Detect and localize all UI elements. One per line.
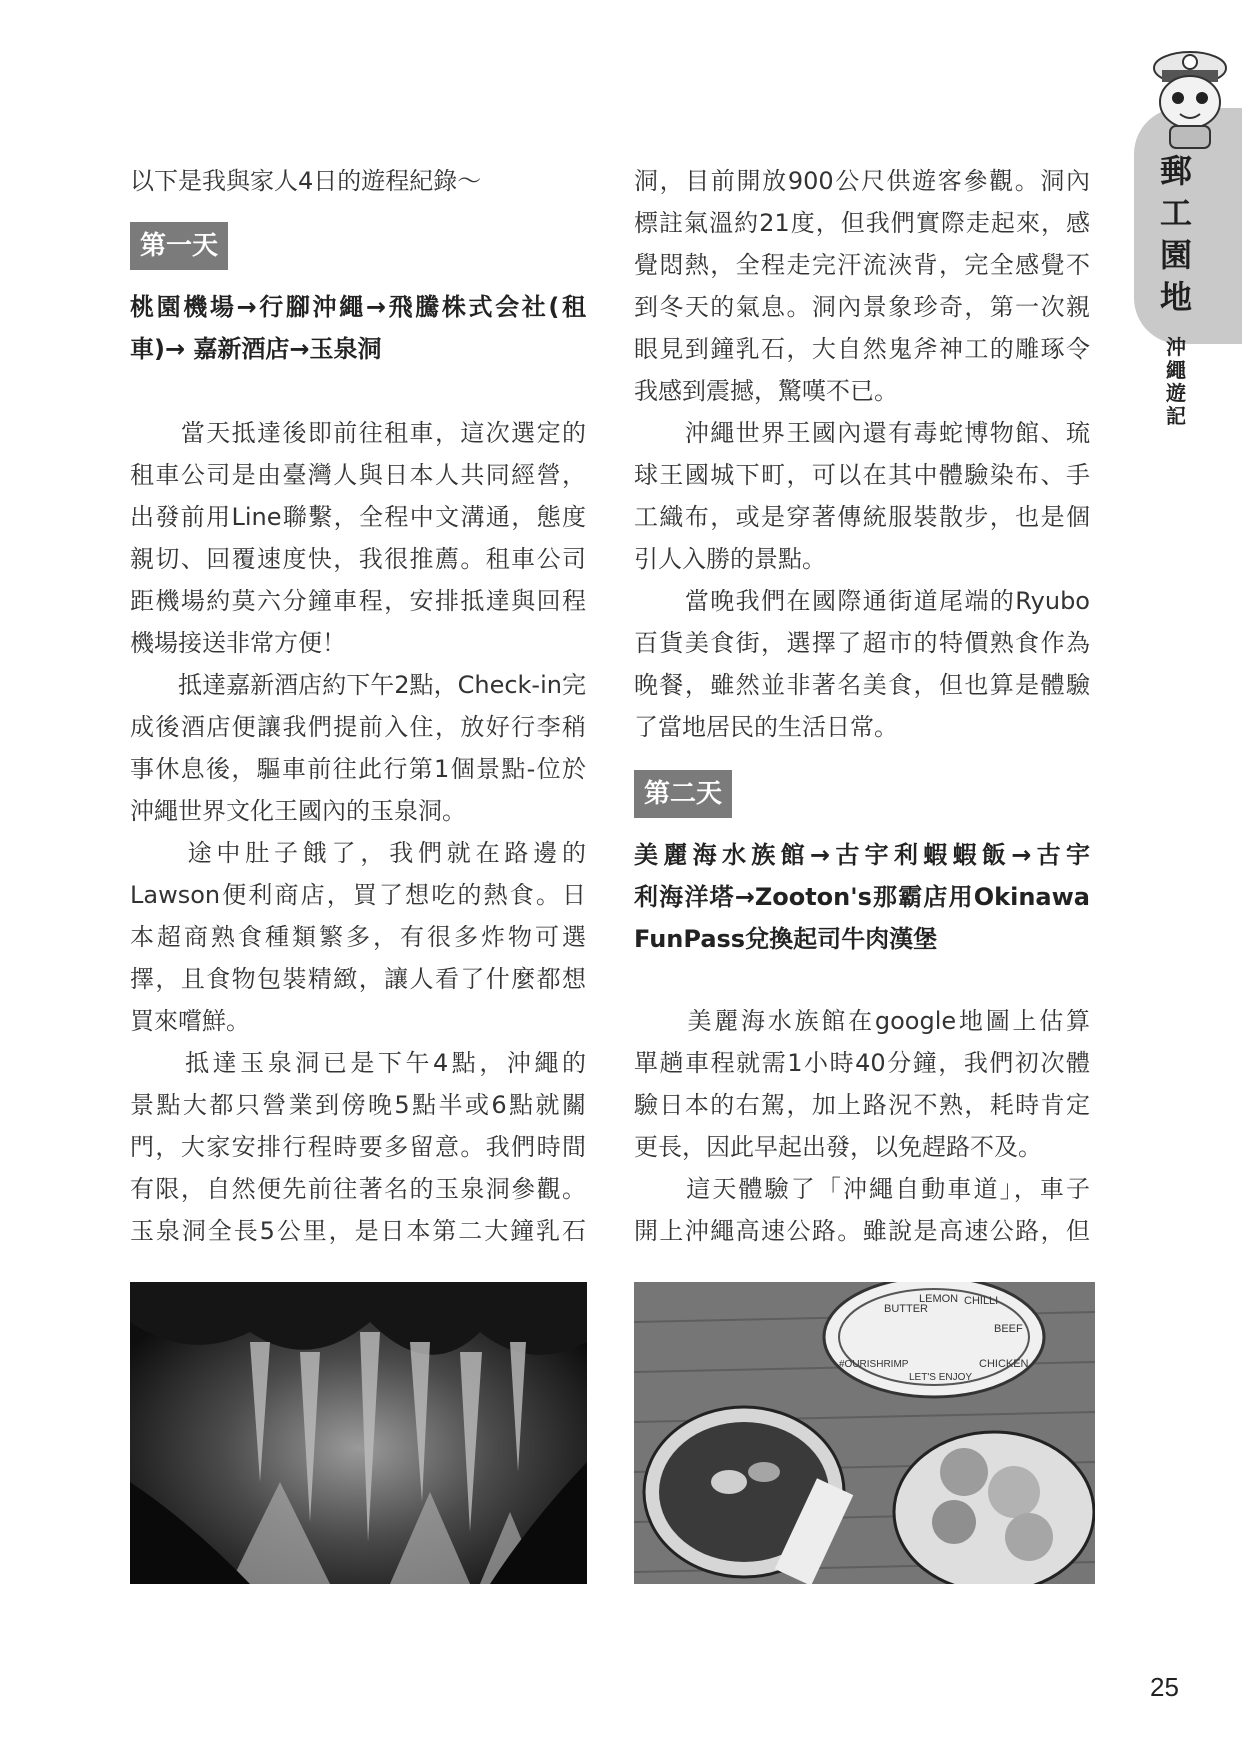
section-subtitle (1162, 336, 1190, 428)
body-line: 抵達嘉新酒店約下午2點，Check-in完 (130, 671, 586, 699)
section-title-text: 郵工園地 (1159, 152, 1192, 316)
page-number: 25 (1150, 1672, 1179, 1702)
day1-heading: 第一天 (130, 222, 228, 270)
body-line: 洞，目前開放900公尺供遊客參觀。洞內 (634, 167, 1090, 195)
mascot-logo (1140, 40, 1240, 150)
body-line: 沖繩世界王國內還有毒蛇博物館、琉 (634, 419, 1090, 447)
food-label: BUTTER (884, 1303, 928, 1315)
body-line: 美麗海水族館在google地圖上估算 (634, 1007, 1090, 1035)
body-line: 買來嚐鮮。 (130, 1007, 250, 1035)
body-line: 沖繩世界文化王國內的玉泉洞。 (130, 797, 466, 825)
body-line: 有限，自然便先前往著名的玉泉洞參觀。 (130, 1175, 586, 1203)
body-line: 晚餐，雖然並非著名美食，但也算是體驗 (634, 671, 1090, 699)
day1-route-line: 車)→ 嘉新酒店→玉泉洞 (130, 335, 382, 363)
body-line: 我感到震撼，驚嘆不已。 (634, 377, 898, 405)
body-line: 擇，且食物包裝精緻，讓人看了什麼都想 (130, 965, 586, 993)
section-title (1156, 150, 1196, 318)
day1-route-line: 桃園機場→行腳沖繩→飛騰株式会社(租 (130, 293, 586, 321)
food-label: BEEF (994, 1323, 1023, 1335)
food-label: CHILLI (964, 1295, 999, 1307)
body-line: 距機場約莫六分鐘車程，安排抵達與回程 (130, 587, 586, 615)
body-line: 到冬天的氣息。洞內景象珍奇，第一次親 (634, 293, 1090, 321)
food-label: #OURISHRIMP (839, 1359, 909, 1370)
day2-heading: 第二天 (634, 770, 732, 818)
body-line: 當天抵達後即前往租車，這次選定的 (130, 419, 586, 447)
body-line: 標註氣溫約21度，但我們實際走起來，感 (634, 209, 1090, 237)
body-line: 這天體驗了「沖繩自動車道」，車子 (634, 1175, 1090, 1203)
day2-route-line: FunPass兌換起司牛肉漢堡 (634, 925, 938, 953)
body-line: 引人入勝的景點。 (634, 545, 826, 573)
food-photo (634, 1282, 1095, 1584)
body-line: 球王國城下町，可以在其中體驗染布、手 (634, 461, 1090, 489)
body-line: 成後酒店便讓我們提前入住，放好行李稍 (130, 713, 586, 741)
body-line: 親切、回覆速度快，我很推薦。租車公司 (130, 545, 586, 573)
body-line: 本超商熟食種類繁多，有很多炸物可選 (130, 923, 586, 951)
cave-photo (130, 1282, 587, 1584)
body-line: 抵達玉泉洞已是下午4點，沖繩的 (130, 1049, 586, 1077)
food-label: LET'S ENJOY (909, 1372, 973, 1383)
body-line: 開上沖繩高速公路。雖說是高速公路，但 (634, 1217, 1090, 1245)
body-line: 門，大家安排行程時要多留意。我們時間 (130, 1133, 586, 1161)
body-line: 機場接送非常方便！ (130, 629, 346, 657)
day2-route-line: 利海洋塔→Zooton's那霸店用Okinawa (634, 883, 1090, 911)
body-line: 事休息後，驅車前往此行第1個景點-位於 (130, 755, 586, 783)
food-label: CHICKEN (979, 1358, 1029, 1370)
body-line: 租車公司是由臺灣人與日本人共同經營， (130, 461, 586, 489)
body-line: 眼見到鐘乳石，大自然鬼斧神工的雕琢令 (634, 335, 1090, 363)
body-line: 玉泉洞全長5公里，是日本第二大鐘乳石 (130, 1217, 586, 1245)
body-line: 更長，因此早起出發，以免趕路不及。 (634, 1133, 1042, 1161)
intro-text: 以下是我與家人4日的遊程紀錄～ (130, 167, 482, 195)
section-subtitle-text: 沖繩遊記 (1166, 335, 1186, 428)
body-line: 單趟車程就需1小時40分鐘，我們初次體 (634, 1049, 1090, 1077)
body-line: 驗日本的右駕，加上路況不熟，耗時肯定 (634, 1091, 1090, 1119)
body-line: 覺悶熱，全程走完汗流浹背，完全感覺不 (634, 251, 1090, 279)
body-line: 途中肚子餓了，我們就在路邊的 (130, 839, 586, 867)
body-line: Lawson便利商店，買了想吃的熱食。日 (130, 881, 586, 909)
body-line: 百貨美食街，選擇了超市的特價熟食作為 (634, 629, 1090, 657)
day2-route-line: 美麗海水族館→古宇利蝦蝦飯→古宇 (634, 841, 1090, 869)
body-line: 出發前用Line聯繫，全程中文溝通，態度 (130, 503, 586, 531)
food-label: LEMON (919, 1293, 959, 1305)
body-line: 當晚我們在國際通街道尾端的Ryubo (634, 587, 1090, 615)
body-line: 景點大都只營業到傍晚5點半或6點就關 (130, 1091, 586, 1119)
body-line: 了當地居民的生活日常。 (634, 713, 898, 741)
body-line: 工織布，或是穿著傳統服裝散步，也是個 (634, 503, 1090, 531)
